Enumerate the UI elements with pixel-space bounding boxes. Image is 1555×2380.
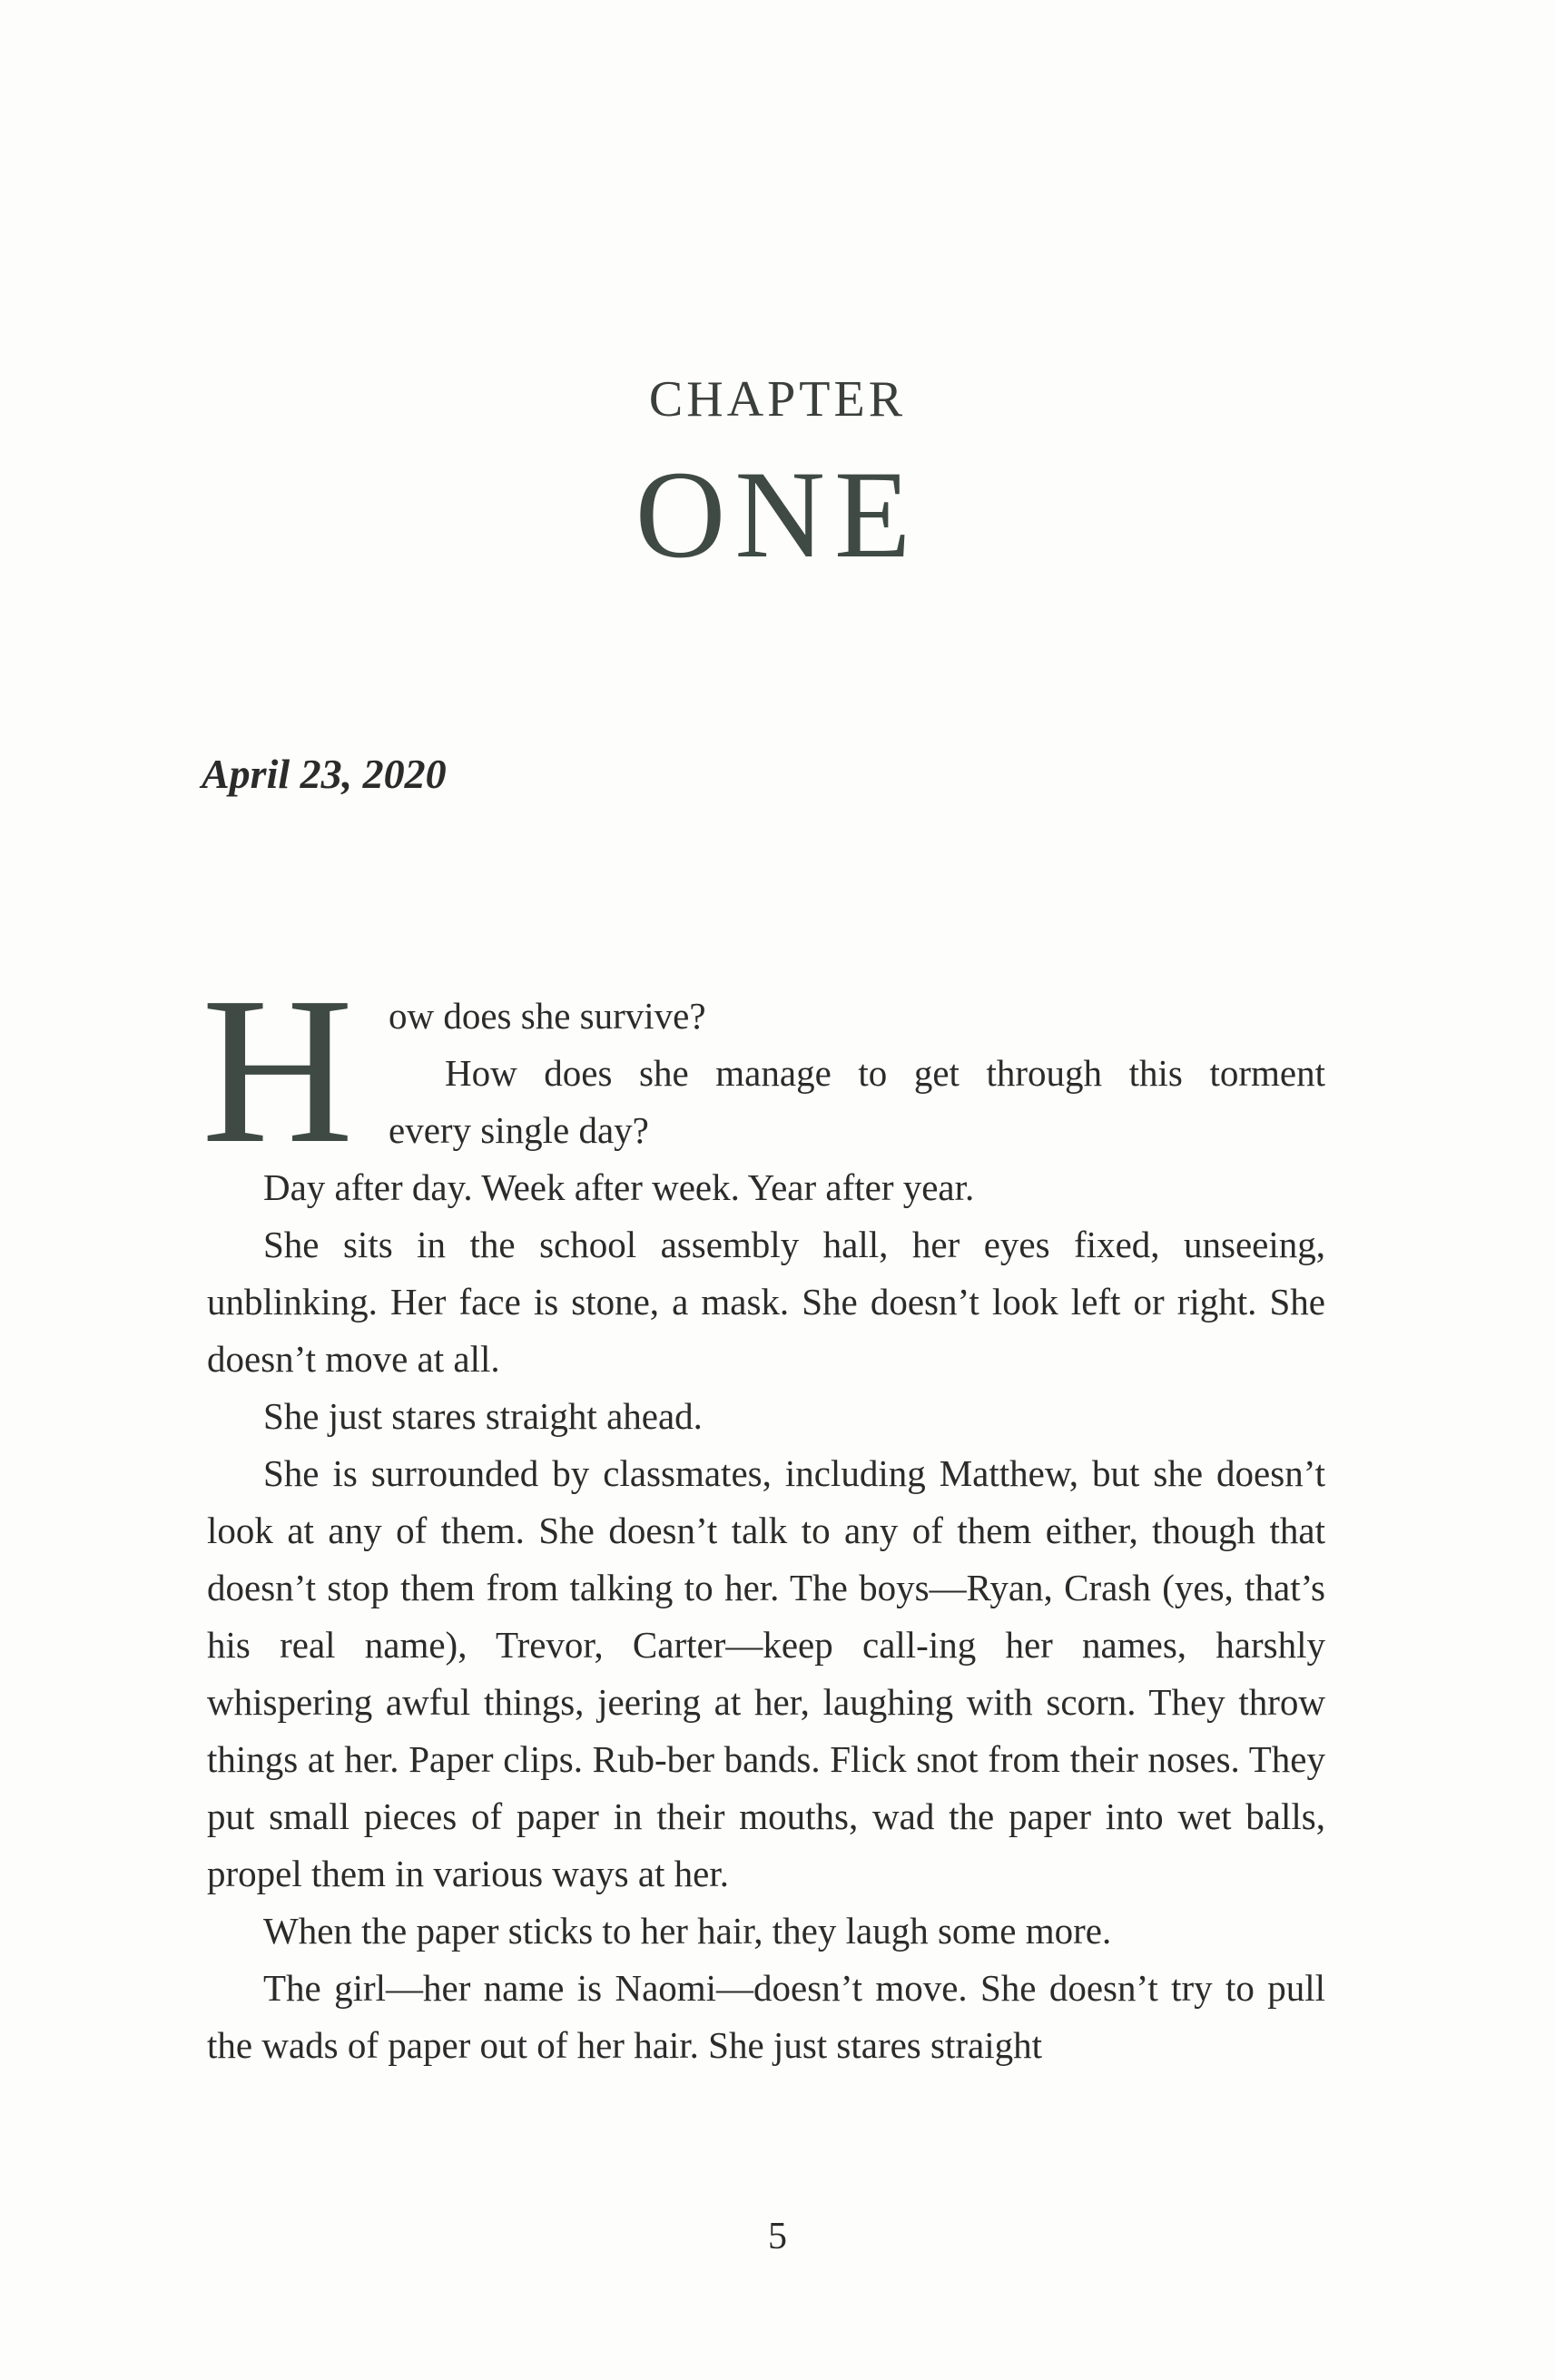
paragraph: She sits in the school assembly hall, her eyes fixed, unseeing, unblinking. Her face is stone, a mask. She doesn’t look left or right. She doesn’t move at all.	[207, 1224, 1325, 1380]
date-heading: April 23, 2020	[202, 751, 447, 797]
drop-cap: H	[202, 954, 354, 1187]
chapter-label: CHAPTER	[648, 371, 907, 428]
paragraph: When the paper sticks to her hair, they laugh some more.	[263, 1910, 1112, 1952]
chapter-number: ONE	[635, 445, 920, 584]
page-number: 5	[768, 2216, 787, 2257]
paragraph: The girl—her name is Naomi—doesn’t move. She doesn’t try to pull the wads of paper out of her hair. She just stares straight	[207, 1967, 1325, 2066]
paragraph: Day after day. Week after week. Year after year.	[263, 1166, 975, 1208]
opening-line-3: every single day?	[389, 1109, 649, 1151]
chapter-body	[202, 954, 1325, 2074]
paragraph: She just stares straight ahead.	[263, 1395, 703, 1437]
paragraph: She is surrounded by classmates, including Matthew, but she doesn’t look at any of them. She doesn’t talk to any of them either, though that doesn’t stop them from talking to her. The boys—Ryan, Crash (yes, that’s his real name), Trevor, Carter—keep call-ing her names, harshly whispering awful things, jeering at her, laughing with scorn. They throw things at her. Paper clips. Rub-ber bands. Flick snot from their noses. They put small pieces of paper in their mouths, wad the paper into wet balls, propel them in various ways at her.	[207, 1452, 1325, 1894]
opening-line-1: ow does she survive?	[389, 995, 706, 1037]
opening-line-2: How does she manage to get through this torment	[445, 1052, 1325, 1094]
